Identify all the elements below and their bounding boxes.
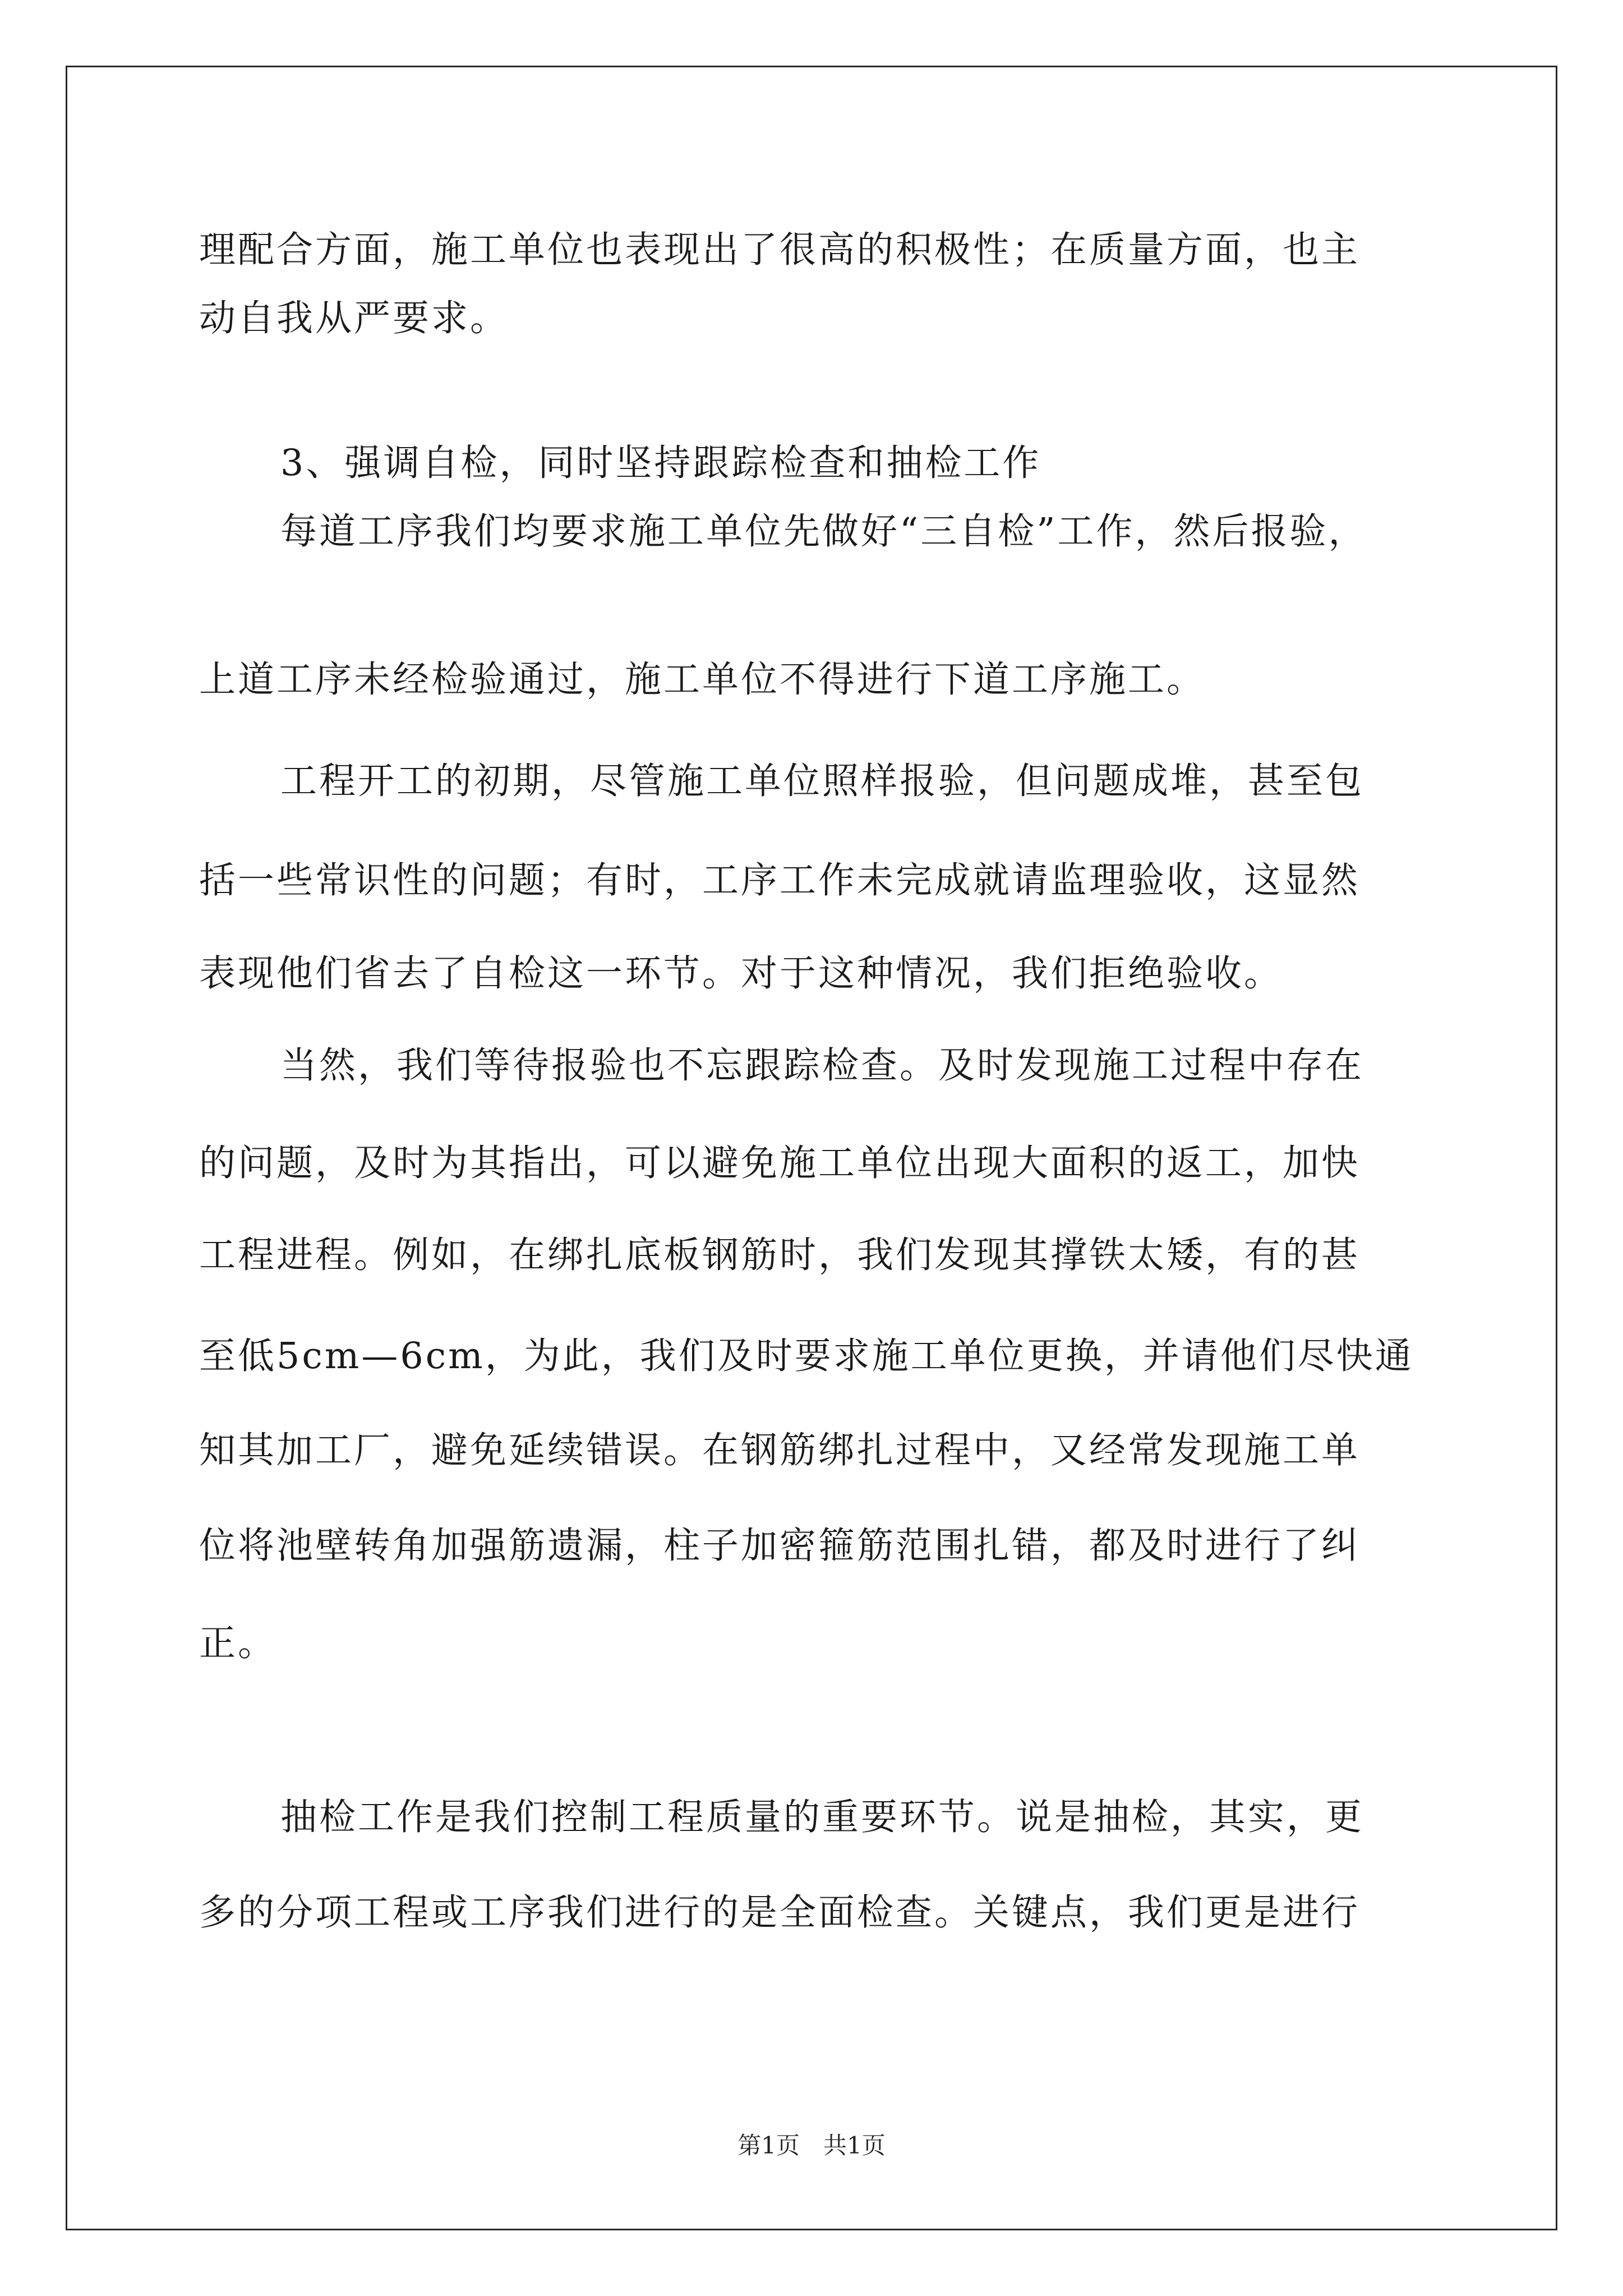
text-line: 表现他们省去了自检这一环节。对于这种情况，我们拒绝验收。 — [199, 953, 1283, 995]
paragraph-start: 工程开工的初期，尽管施工单位照样报验，但问题成堆，甚至包 — [280, 760, 1364, 802]
text-line: 动自我从严要求。 — [199, 297, 509, 339]
text-line: 理配合方面，施工单位也表现出了很高的积极性；在质量方面，也主 — [199, 229, 1361, 271]
text-line: 多的分项工程或工序我们进行的是全面检查。关键点，我们更是进行 — [199, 1892, 1361, 1934]
text-line: 工程进程。例如，在绑扎底板钢筋时，我们发现其撑铁太矮，有的甚 — [199, 1234, 1361, 1276]
text-line: 知其加工厂，避免延续错误。在钢筋绑扎过程中，又经常发现施工单 — [199, 1429, 1361, 1471]
text-line: 上道工序未经检验通过，施工单位不得进行下道工序施工。 — [199, 659, 1206, 701]
page-footer: 第1页 共1页 — [737, 2132, 886, 2159]
text-line: 括一些常识性的问题；有时，工序工作未完成就请监理验收，这显然 — [199, 859, 1361, 901]
paragraph-start: 每道工序我们均要求施工单位先做好“三自检”工作，然后报验， — [280, 510, 1367, 553]
text-line: 至低5cm—6cm，为此，我们及时要求施工单位更换，并请他们尽快通 — [199, 1335, 1414, 1377]
text-line: 的问题，及时为其指出，可以避免施工单位出现大面积的返工，加快 — [199, 1142, 1361, 1184]
paragraph-start: 抽检工作是我们控制工程质量的重要环节。说是抽检，其实，更 — [280, 1796, 1364, 1838]
paragraph-start: 当然，我们等待报验也不忘跟踪检查。及时发现施工过程中存在 — [280, 1045, 1364, 1087]
text-line: 位将池壁转角加强筋遗漏，柱子加密箍筋范围扎错，都及时进行了纠 — [199, 1525, 1361, 1567]
text-line: 正。 — [199, 1622, 277, 1664]
section-heading: 3、强调自检，同时坚持跟踪检查和抽检工作 — [280, 442, 1041, 484]
